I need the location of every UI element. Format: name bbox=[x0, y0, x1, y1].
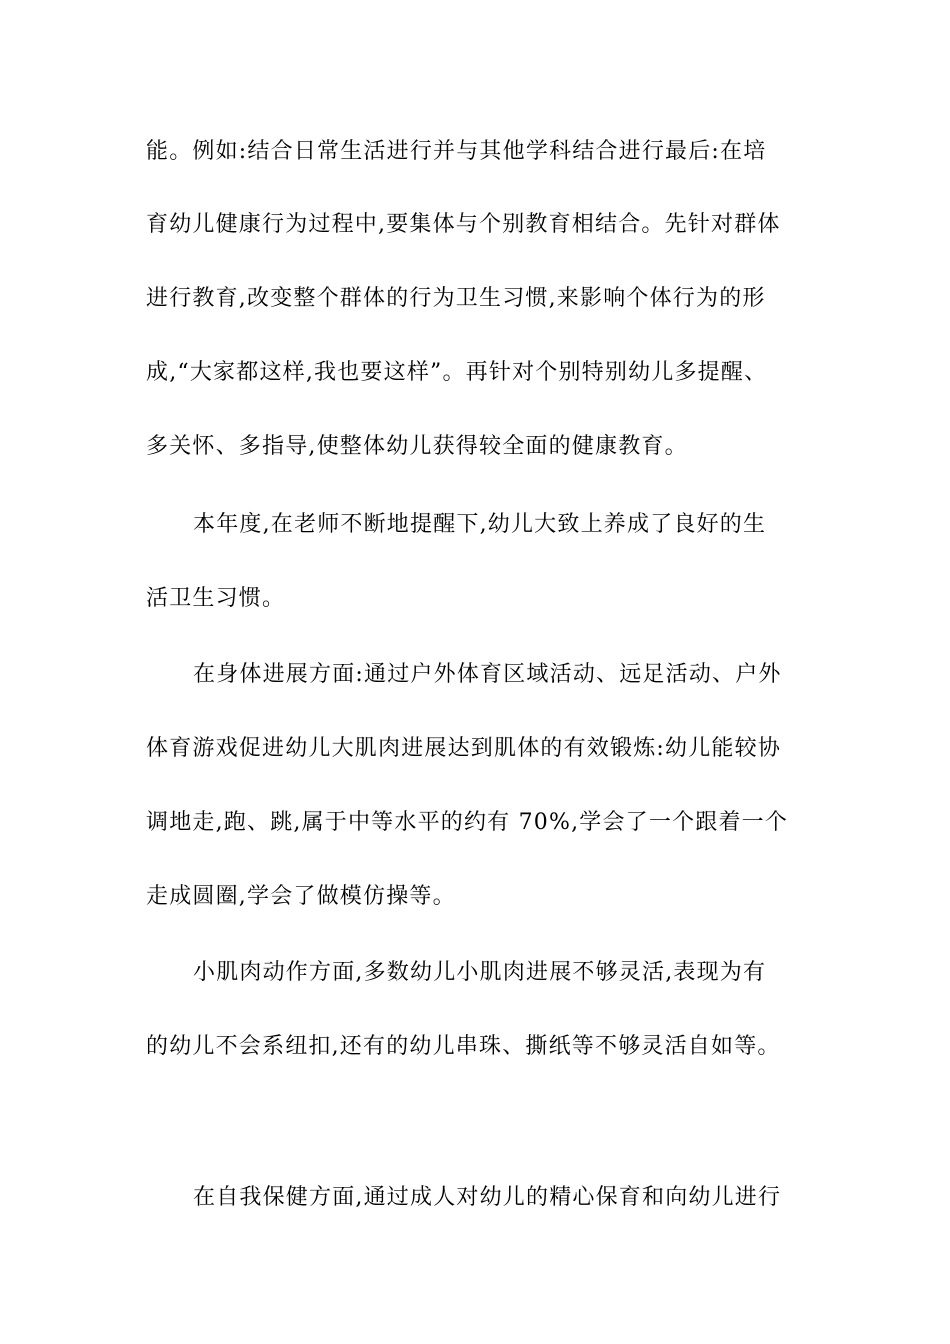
paragraph-line: 进行教育,改变整个群体的行为卫生习惯,来影响个体行为的形 bbox=[146, 286, 766, 311]
paragraph-line: 成,“大家都这样,我也要这样”。再针对个别特别幼儿多提醒、 bbox=[146, 360, 768, 385]
paragraph-line: 小肌肉动作方面,多数幼儿小肌肉进展不够灵活,表现为有 bbox=[193, 960, 767, 985]
paragraph-line: 的幼儿不会系纽扣,还有的幼儿串珠、撕纸等不够灵活自如等。 bbox=[146, 1034, 781, 1059]
paragraph-line: 多关怀、多指导,使整体幼儿获得较全面的健康教育。 bbox=[146, 434, 688, 459]
paragraph-line: 调地走,跑、跳,属于中等水平的约有 70%,学会了一个跟着一个 bbox=[146, 810, 789, 835]
paragraph-line: 育幼儿健康行为过程中,要集体与个别教育相结合。先针对群体 bbox=[146, 212, 781, 237]
paragraph-line: 走成圆圈,学会了做模仿操等。 bbox=[146, 884, 456, 909]
paragraph-line: 能。例如:结合日常生活进行并与其他学科结合进行最后:在培 bbox=[146, 139, 767, 164]
paragraph-line: 本年度,在老师不断地提醒下,幼儿大致上养成了良好的生 bbox=[193, 512, 767, 537]
paragraph-line: 在自我保健方面,通过成人对幼儿的精心保育和向幼儿进行 bbox=[193, 1185, 782, 1210]
paragraph-line: 体育游戏促进幼儿大肌肉进展达到肌体的有效锻炼:幼儿能较协 bbox=[146, 736, 782, 761]
paragraph-line: 活卫生习惯。 bbox=[146, 586, 286, 611]
paragraph-line: 在身体进展方面:通过户外体育区域活动、远足活动、户外 bbox=[193, 662, 782, 687]
